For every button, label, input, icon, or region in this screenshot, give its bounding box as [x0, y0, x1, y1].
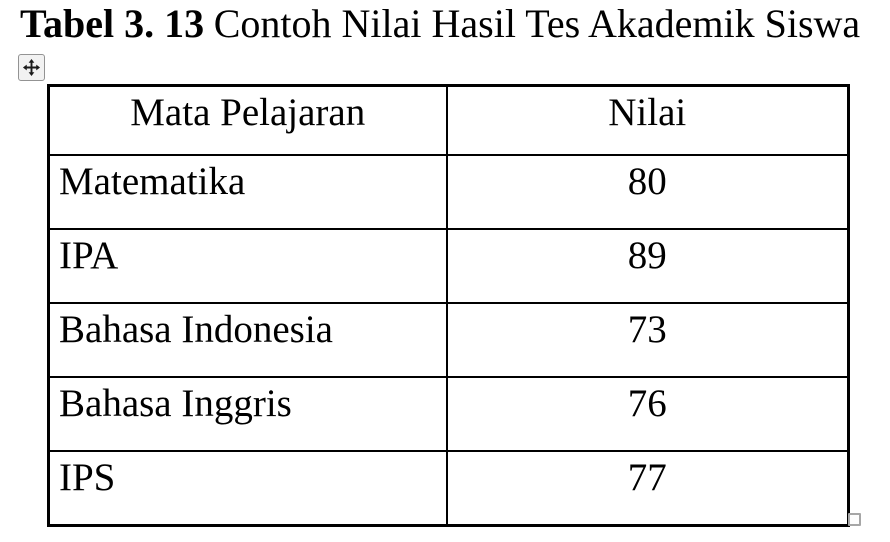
table-row: [49, 451, 849, 526]
score-cell[interactable]: 76: [447, 377, 849, 451]
subject-cell[interactable]: Bahasa Inggris: [49, 377, 447, 451]
column-header-subject[interactable]: Mata Pelajaran: [49, 86, 447, 156]
subject-cell[interactable]: Bahasa Indonesia: [49, 303, 447, 377]
table-caption-text: Contoh Nilai Hasil Tes Akademik Siswa: [213, 1, 861, 46]
scores-table: [47, 84, 850, 527]
subject-cell[interactable]: Matematika: [49, 155, 447, 229]
move-cross-icon: [22, 58, 41, 77]
subject-cell[interactable]: IPS: [49, 451, 447, 526]
table-row: [49, 377, 849, 451]
table-caption-number: Tabel 3. 13: [20, 1, 205, 46]
score-cell[interactable]: 77: [447, 451, 849, 526]
score-cell[interactable]: 89: [447, 229, 849, 303]
table-row: [49, 155, 849, 229]
column-header-score[interactable]: Nilai: [447, 86, 849, 156]
table-row: [49, 229, 849, 303]
subject-cell[interactable]: IPA: [49, 229, 447, 303]
score-cell[interactable]: 73: [447, 303, 849, 377]
table-move-handle[interactable]: [18, 54, 45, 81]
table-resize-handle[interactable]: [848, 513, 861, 526]
table-row: [49, 303, 849, 377]
table-header-row: [49, 86, 849, 156]
score-cell[interactable]: 80: [447, 155, 849, 229]
table-caption[interactable]: [20, 1, 860, 47]
